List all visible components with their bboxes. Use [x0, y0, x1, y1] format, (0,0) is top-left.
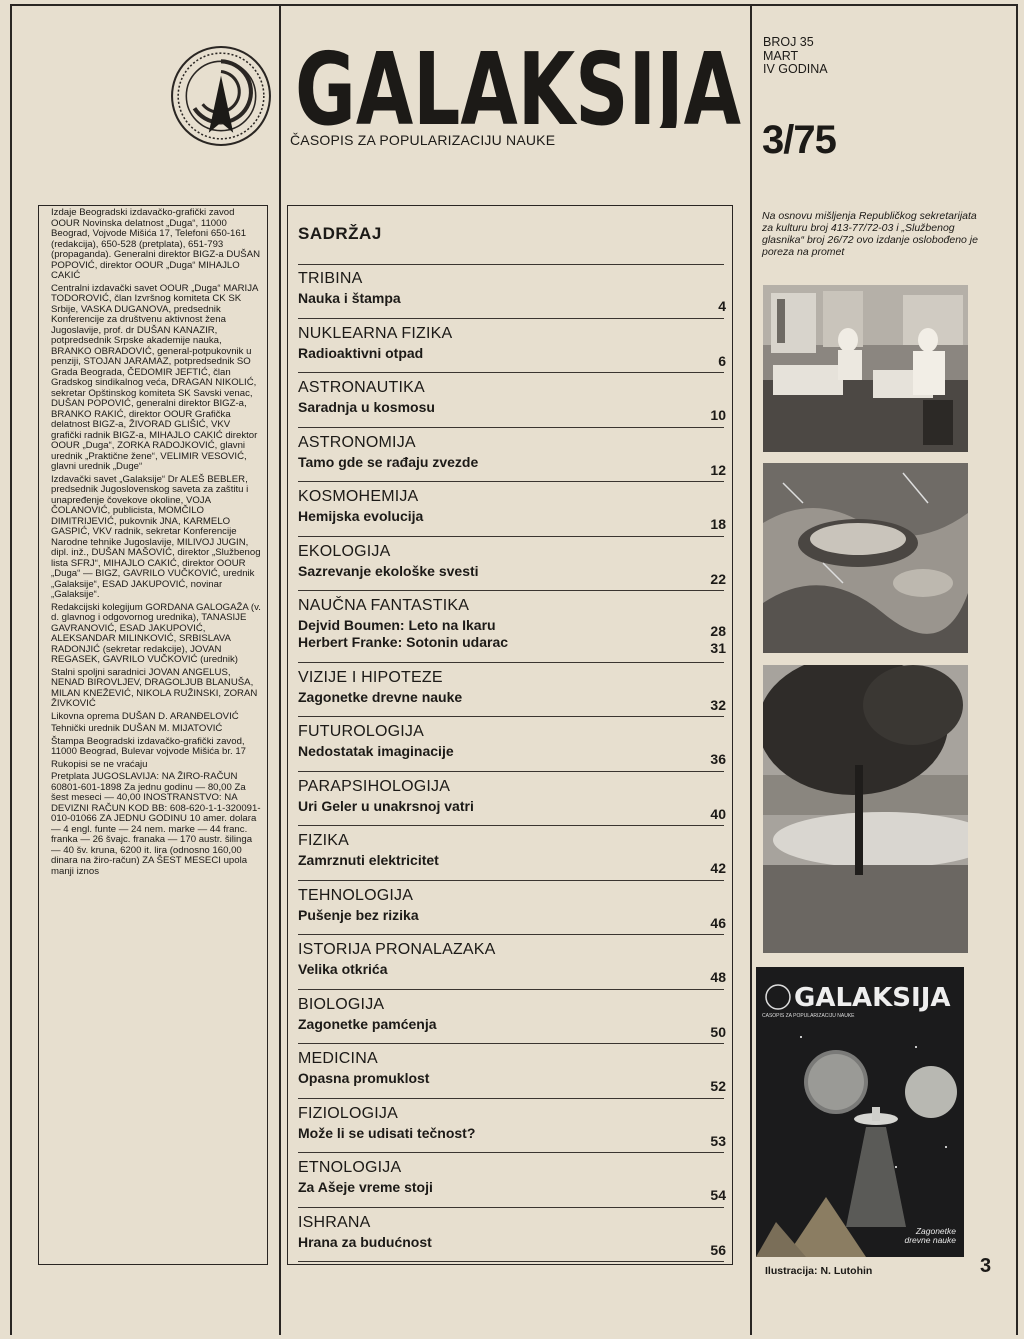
galaksija-emblem-logo	[170, 45, 272, 147]
toc-article-title: Dejvid Boumen: Leto na Ikaru	[298, 617, 496, 633]
column-rule-edge	[1016, 4, 1018, 1335]
toc-page-number: 54	[710, 1187, 726, 1203]
toc-section-name: ETNOLOGIJA	[298, 1159, 402, 1176]
toc-article-title: Saradnja u kosmosu	[298, 399, 435, 415]
toc-article-title: Velika otkrića	[298, 961, 388, 977]
toc-page-number: 31	[710, 640, 726, 656]
toc-section-name: NAUČNA FANTASTIKA	[298, 597, 470, 614]
toc-page-number: 28	[710, 623, 726, 639]
cover-thumbnail	[756, 967, 964, 1257]
toc-page-number: 12	[710, 461, 726, 478]
toc-entry	[288, 719, 732, 774]
contents-title: SADRŽAJ	[298, 224, 382, 243]
toc-article-title: Zagonetke pamćenja	[298, 1015, 437, 1032]
toc-entry	[288, 593, 732, 665]
toc-page-number: 48	[710, 969, 726, 985]
toc-page-number: 22	[710, 570, 726, 587]
toc-section-name: BIOLOGIJA	[298, 995, 385, 1013]
toc-page-number: 32	[710, 696, 726, 713]
divider	[298, 1152, 724, 1153]
divider	[298, 1207, 724, 1208]
toc-section-name: NUKLEARNA FIZIKA	[298, 324, 453, 342]
issue-year: IV GODINA	[763, 62, 828, 76]
toc-section-name: ISHRANA	[298, 1213, 371, 1231]
toc-entry	[288, 266, 732, 321]
divider	[298, 1261, 724, 1262]
toc-section-name: ASTRONAUTIKA	[298, 379, 425, 396]
toc-article-title: Nedostatak imaginacije	[298, 743, 454, 759]
toc-article-title: Može li se udisati tečnost?	[298, 1124, 476, 1141]
toc-page-number: 40	[710, 805, 726, 822]
illustration-credit: Ilustracija: N. Lutohin	[765, 1265, 873, 1277]
credits-paragraph: Pretplata JUGOSLAVIJA: NA ŽIRO-RAČUN 60801-601-1898 Za jednu godinu — 80,00 Za šest meseci — 40,00 INOSTRANSTVO: NA DEVIZNI RAČUN KOD BB: 608-620-1-1-320091-010-01066 ZA JEDNU GODINU 10 amer. dolara — 4 engl. funte — 24 nem. marke — 44 franc. franka — 26 švajc. franaka — 170 austr. šilinga — 40 šv. kruna, 6200 it. lira (odnosno 160,00 dinara na žiro-račun) ZA ŠEST MESECI upola manji iznos	[51, 771, 261, 877]
toc-section-name: VIZIJE I HIPOTEZE	[298, 668, 443, 686]
toc-section-name: ISTORIJA PRONALAZAKA	[298, 941, 496, 958]
toc-page-number: 6	[718, 352, 726, 369]
toc-article-title: Radioaktivni otpad	[298, 344, 424, 361]
top-rule	[10, 4, 1016, 6]
toc-page-number: 42	[710, 860, 726, 876]
toc-page-number: 56	[710, 1241, 726, 1258]
tax-exemption-note: Na osnovu mišljenja Republičkog sekretarijata za kulturu broj 413-77/72-03 i „Službenog glasnika“ broj 26/72 ovo izdanje oslobođeno je poreza na promet	[762, 210, 978, 258]
toc-page-number: 10	[710, 407, 726, 423]
toc-article-title: Nauka i štampa	[298, 290, 401, 306]
toc-entry	[288, 937, 732, 992]
divider	[298, 880, 724, 881]
toc-article-title: Za Ašeje vreme stoji	[298, 1179, 433, 1195]
divider	[298, 264, 724, 265]
cover-masthead: GALAKSIJA	[794, 983, 951, 1013]
toc-page-number: 53	[710, 1132, 726, 1149]
toc-section-name: FIZIKA	[298, 832, 349, 849]
toc-article-title: Sazrevanje ekološke svesti	[298, 562, 479, 579]
toc-entry	[288, 665, 732, 720]
toc-entry	[288, 375, 732, 430]
credits-paragraph: Redakcijski kolegijum GORDANA GALOGAŽA (v. d. glavnog i odgovornog urednika), TANASIJE GAVRANOVIĆ, ESAD JAKUPOVIĆ, ALEKSANDAR MILINKOVIĆ, SRBISLAVA RADONJIĆ (sekretar redakcije), JOVAN REGASEK, GAVRILO VUČKOVIĆ (urednik)	[51, 601, 261, 665]
toc-section-name: PARAPSIHOLOGIJA	[298, 777, 451, 795]
tagline: ČASOPIS ZA POPULARIZACIJU NAUKE	[290, 132, 556, 148]
toc-section-name: TEHNOLOGIJA	[298, 886, 414, 904]
masthead-text: GALAKSIJA	[295, 31, 741, 128]
issue-month: MART	[763, 48, 799, 63]
toc-article-title: Zagonetke drevne nauke	[298, 688, 463, 705]
divider	[298, 372, 724, 373]
credits-paragraph: Štampa Beogradski izdavačko-grafički zavod, 11000 Beograd, Bulevar vojvode Mišića br. 17	[51, 735, 247, 757]
toc-entry	[288, 430, 732, 485]
divider	[298, 427, 724, 428]
divider	[298, 989, 724, 990]
toc-entry	[288, 1210, 732, 1265]
toc-article-title: Hrana za budućnost	[298, 1233, 432, 1250]
divider	[298, 590, 724, 591]
impressum-box	[38, 205, 268, 1265]
divider	[298, 536, 724, 537]
toc-entry	[288, 1046, 732, 1101]
issue-number: BROJ 35	[763, 35, 814, 49]
issue-code: 3/75	[762, 118, 836, 162]
toc-section-name: KOSMOHEMIJA	[298, 488, 419, 505]
toc-section-name: MEDICINA	[298, 1050, 378, 1067]
column-rule-right	[750, 4, 752, 1335]
toc-entry	[288, 1101, 732, 1156]
toc-page-number: 18	[710, 516, 726, 532]
masthead-wordmark	[292, 24, 744, 128]
divider	[298, 771, 724, 772]
photo-crater-landscape	[763, 463, 968, 653]
toc-entry	[288, 321, 732, 376]
toc-section-name: ASTRONOMIJA	[298, 433, 416, 451]
toc-entry	[288, 992, 732, 1047]
divider	[298, 716, 724, 717]
toc-page-number: 52	[710, 1078, 726, 1094]
toc-section-name: EKOLOGIJA	[298, 542, 391, 560]
issue-info	[763, 36, 828, 77]
credits-paragraph: Rukopisi se ne vraćaju	[51, 758, 148, 770]
divider	[298, 825, 724, 826]
toc-page-number: 36	[710, 751, 726, 767]
credits-paragraph: Stalni spoljni saradnici JOVAN ANGELUS, NENAD BIROVLJEV, DRAGOLJUB BLANUŠA, MILAN KNEŽEVIĆ, NIKOLA RUŽINSKI, ZORAN ŽIVKOVIĆ	[51, 666, 258, 709]
cover-caption: Zagonetke drevne nauke	[904, 1226, 956, 1245]
toc-article-title: Uri Geler u unakrsnoj vatri	[298, 797, 474, 814]
credits-paragraph: Likovna oprema DUŠAN D. ARANĐELOVIĆ	[51, 710, 239, 722]
page-number: 3	[980, 1255, 992, 1277]
table-of-contents	[287, 205, 733, 1265]
toc-entry	[288, 484, 732, 539]
toc-section-name: FUTUROLOGIJA	[298, 723, 424, 740]
toc-article-title: Hemijska evolucija	[298, 508, 424, 524]
toc-section-name: FIZIOLOGIJA	[298, 1104, 398, 1122]
toc-article-title: Herbert Franke: Sotonin udarac	[298, 634, 509, 650]
cover-tagline: ČASOPIS ZA POPULARIZACIJU NAUKE	[762, 1013, 855, 1019]
toc-entry	[288, 1155, 732, 1210]
credits-paragraph: Izdaje Beogradski izdavačko-grafički zavod OOUR Novinska delatnost „Duga“, 11000 Beograd, Vojvode Mišića 17, Telefoni 650-161 (redakcija), 650-528 (pretplata), 651-793 (propaganda). Generalni direktor BIGZ-a DUŠAN POPOVIĆ, direktor OOUR „Duga“ MIHAJLO CAKIĆ	[51, 207, 261, 281]
toc-entry	[288, 539, 732, 594]
divider	[298, 1043, 724, 1044]
toc-page-number: 4	[718, 298, 726, 314]
photo-tree-and-lake	[763, 665, 968, 953]
toc-article-title: Pušenje bez rizika	[298, 906, 419, 923]
photo-computer-operators	[763, 285, 968, 452]
credits-paragraph: Tehnički urednik DUŠAN M. MIJATOVIĆ	[51, 723, 223, 734]
column-rule-middle	[279, 4, 281, 1335]
toc-page-number: 50	[710, 1023, 726, 1040]
toc-entry	[288, 774, 732, 829]
column-rule-left	[10, 4, 12, 1335]
masthead	[292, 24, 744, 128]
toc-section-name: TRIBINA	[298, 270, 363, 287]
divider	[298, 481, 724, 482]
credits-paragraph: Izdavački savet „Galaksije“ Dr ALEŠ BEBLER, predsednik Jugoslovenskog saveta za zaštitu i unapređenje čovekove okoline, VOJA ČOLANOVIĆ, publicista, MOMČILO DIMITRIJEVIĆ, pukovnik JNA, KARMELO GASPIĆ, VKV radnik, sekretar Konferencije Narodne tehnike Jugoslavije, MILIVOJ JUGIN, dipl. inž., DUŠAN MAŠOVIĆ, direktor „Službenog lista SFRJ“, MIHAJLO CAKIĆ, direktor OOUR „Duga“ — BIGZ, GAVRILO VUČKOVIĆ, urednik „Galaksije“, ESAD JAKUPOVIĆ, novinar „Galaksije“.	[51, 473, 261, 600]
credits-paragraph: Centralni izdavački savet OOUR „Duga“ MARIJA TODOROVIĆ, član Izvršnog komiteta CK SK Srbije, VASKA DUGANOVA, predsednik Konferencije za društvenu aktivnost žena Jugoslavije, prof. dr DUŠAN KANAZIR, potpredsednik Srpske akademije nauka, BRANKO OBRADOVIĆ, general-potpukovnik u penziji, STOJAN JARAMAZ, potpredsednik SO Grada Beograda, ČEDOMIR JEFTIĆ, član Gradskog sindikalnog veća, DRAGAN NIKOLIĆ, sekretar Opštinskog komiteta SK Savski venac, DUŠAN POPOVIĆ, generalni direktor BIGZ-a, BRANKO RAKIĆ, direktor OOUR Grafička delatnost BIGZ-a, ŽIVORAD GLIŠIĆ, VKV grafički radnik BIGZ-a, MIHAJLO CAKIĆ direktor OOUR „Duga“, ZORKA RADOJKOVIĆ, glavni urednik „Praktične žene“, VELIMIR VESOVIĆ, glavni urednik „Duge“	[51, 282, 258, 472]
divider	[298, 934, 724, 935]
toc-article-title: Tamo gde se rađaju zvezde	[298, 453, 479, 470]
divider	[298, 662, 724, 663]
toc-article-title: Opasna promuklost	[298, 1070, 430, 1086]
toc-entry	[288, 828, 732, 883]
toc-entry	[288, 883, 732, 938]
divider	[298, 1098, 724, 1099]
toc-page-number: 46	[710, 914, 726, 931]
toc-article-title: Zamrznuti elektricitet	[298, 852, 439, 868]
divider	[298, 318, 724, 319]
